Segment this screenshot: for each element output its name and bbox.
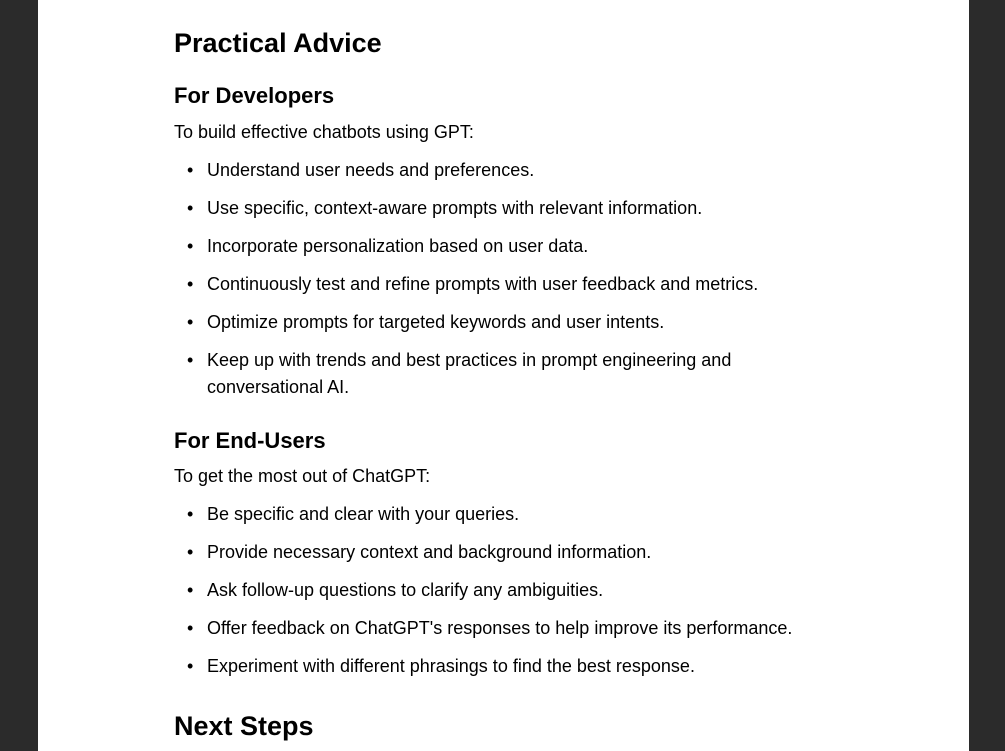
list-item: • Incorporate personalization based on user data. (174, 233, 834, 260)
list-item: • Offer feedback on ChatGPT's responses to help improve its performance. (174, 615, 834, 642)
end-users-list (174, 501, 834, 691)
list-item: • Ask follow-up questions to clarify any ambiguities. (174, 577, 834, 604)
bullet-icon: • (187, 160, 194, 180)
bullet-icon: • (187, 580, 194, 600)
bullet-icon: • (187, 198, 194, 218)
section-title-next-steps: Next Steps (174, 711, 314, 741)
list-item: • Understand user needs and preferences. (174, 157, 834, 184)
bullet-icon: • (187, 236, 194, 256)
list-item: • Optimize prompts for targeted keywords and user intents. (174, 309, 834, 336)
list-item: • Be specific and clear with your queries. (174, 501, 834, 528)
bullet-icon: • (187, 350, 194, 370)
bullet-icon: • (187, 504, 194, 524)
list-item: • Continuously test and refine prompts with user feedback and metrics. (174, 271, 834, 298)
bullet-icon: • (187, 618, 194, 638)
heading-for-end-users: For End-Users (174, 428, 326, 453)
section-title-practical-advice: Practical Advice (174, 28, 382, 58)
bullet-icon: • (187, 312, 194, 332)
list-item: • Provide necessary context and background information. (174, 539, 834, 566)
developers-list (174, 157, 834, 412)
bullet-icon: • (187, 274, 194, 294)
bullet-icon: • (187, 542, 194, 562)
developers-intro: To build effective chatbots using GPT: (174, 122, 474, 142)
list-item: • Keep up with trends and best practices in prompt engineering and conversational AI. (174, 347, 834, 401)
heading-for-developers: For Developers (174, 83, 335, 108)
end-users-intro: To get the most out of ChatGPT: (174, 466, 431, 486)
list-item: • Use specific, context-aware prompts with relevant information. (174, 195, 834, 222)
list-item: • Experiment with different phrasings to find the best response. (174, 653, 834, 680)
document-page[interactable] (38, 0, 969, 751)
bullet-icon: • (187, 656, 194, 676)
